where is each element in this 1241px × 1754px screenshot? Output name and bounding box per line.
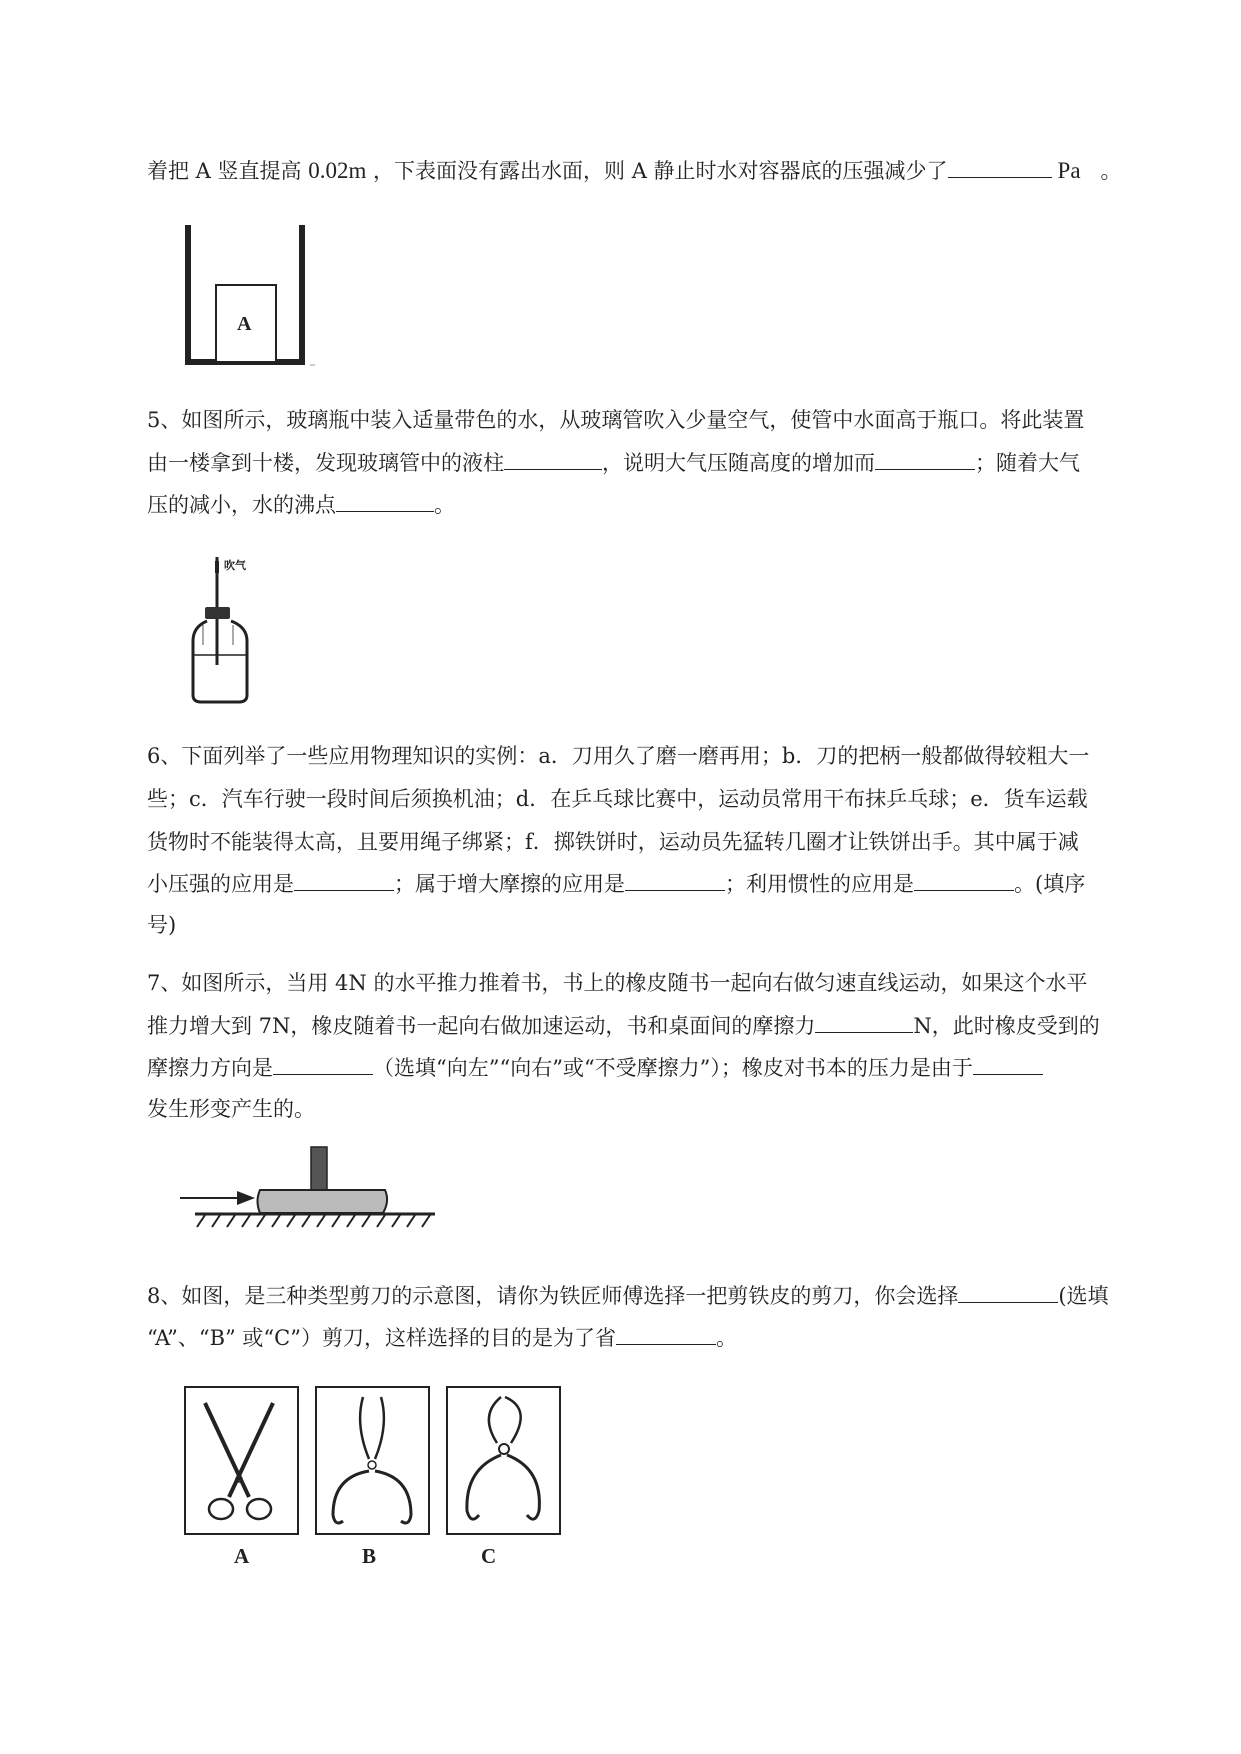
q5-blank-3[interactable] (336, 489, 434, 512)
q4-height-value: 0.02m (308, 158, 367, 183)
q6-line-5: 号) (147, 913, 177, 937)
q7-blank-3[interactable] (973, 1052, 1043, 1075)
q5-text-3b: 。 (434, 493, 455, 517)
q6-blank-3[interactable] (914, 868, 1014, 891)
q7-blank-2[interactable] (273, 1052, 373, 1075)
q8-line-2 (147, 1322, 737, 1353)
q5-text-2b: ，说明大气压随高度的增加而 (602, 451, 875, 475)
q6-text-4b: ；属于增大摩擦的应用是 (394, 872, 625, 896)
q4-answer-blank[interactable] (948, 155, 1052, 178)
q8-text-1b: (选填 (1058, 1284, 1109, 1308)
q6-text-4c: ；利用惯性的应用是 (725, 872, 914, 896)
q7-blank-1[interactable] (815, 1010, 913, 1033)
q5-blow-label: 吹气 (224, 559, 246, 572)
q5-bottle-figure (185, 555, 275, 705)
q8-line-1 (147, 1280, 1109, 1311)
q4-unit: Pa (1057, 158, 1081, 183)
scissors-a-drawing (185, 1387, 298, 1534)
q8-text-2b: 。 (715, 1326, 737, 1350)
q6-line-2: 些；c．汽车行驶一段时间后须换机油；d．在乒乓球比赛中，运动员常用干布抹乒乓球；e．货车运载 (147, 787, 1088, 811)
q7-text-2a: 推力增大到 7N，橡皮随着书一起向右做加速运动，书和桌面间的摩擦力 (147, 1014, 816, 1038)
scissors-c-label: C (481, 1544, 497, 1568)
q7-text-3b: （选填“向左”“向右”或“不受摩擦力”）；橡皮对书本的压力是由于 (373, 1056, 973, 1080)
q7-line-3 (147, 1052, 1043, 1083)
q8-blank-2[interactable] (616, 1322, 716, 1345)
q7-line-2 (147, 1010, 1100, 1041)
q4-text-1: 着把 A 竖直提高 (147, 159, 309, 183)
q5-line-2 (147, 447, 1080, 478)
q5-text-3a: 压的减小，水的沸点 (147, 493, 336, 517)
q5-text-2a: 由一楼拿到十楼，发现玻璃管中的液柱 (147, 451, 504, 475)
q6-blank-2[interactable] (625, 868, 725, 891)
q6-line-1: 6、下面列举了一些应用物理知识的实例：a．刀用久了磨一磨再用；b．刀的把柄一般都做得较粗大一 (147, 744, 1090, 768)
q4-block-label: A (237, 313, 252, 335)
q5-line-1: 5、如图所示，玻璃瓶中装入适量带色的水，从玻璃管吹入少量空气，使管中水面高于瓶口。将此装置 (147, 408, 1085, 432)
q7-line-1: 7、如图所示，当用 4N 的水平推力推着书，书上的橡皮随书一起向右做匀速直线运动，如果这个水平 (147, 971, 1088, 995)
q8-blank-1[interactable] (958, 1280, 1058, 1303)
q5-blank-1[interactable] (504, 447, 602, 470)
scissors-b-label: B (362, 1544, 377, 1568)
q8-scissors-figure (183, 1385, 563, 1540)
q6-text-4d: 。(填序 (1014, 872, 1086, 896)
q8-text-2a: “A”、“B” 或“C”）剪刀，这样选择的目的是为了省 (147, 1326, 616, 1350)
scissors-a-label: A (234, 1544, 250, 1568)
q5-line-3 (147, 489, 455, 520)
q4-text-2: ，下表面没有露出水面，则 A 静止时水对容器底的压强减少了 (366, 159, 948, 183)
q6-line-4 (147, 868, 1085, 899)
q4-end: 。 (1100, 159, 1122, 183)
q4-container-figure (180, 225, 320, 370)
q7-text-2b: N，此时橡皮受到的 (913, 1014, 1100, 1038)
q7-line-4: 发生形变产生的。 (147, 1097, 315, 1121)
q5-text-2c: ；随着大气 (975, 451, 1080, 475)
scissors-b-drawing (316, 1387, 429, 1534)
q6-blank-1[interactable] (294, 868, 394, 891)
q7-text-3a: 摩擦力方向是 (147, 1056, 273, 1080)
q6-line-3: 货物时不能装得太高，且要用绳子绑紧；f．掷铁饼时，运动员先猛转几圈才让铁饼出手。其中属于减 (147, 830, 1079, 854)
scissors-c-drawing (447, 1387, 560, 1534)
q5-blank-2[interactable] (875, 447, 975, 470)
q7-book-figure (175, 1145, 450, 1240)
q6-text-4a: 小压强的应用是 (147, 872, 294, 896)
q8-text-1a: 8、如图，是三种类型剪刀的示意图，请你为铁匠师傅选择一把剪铁皮的剪刀，你会选择 (147, 1284, 959, 1308)
q4-line (147, 155, 1122, 186)
